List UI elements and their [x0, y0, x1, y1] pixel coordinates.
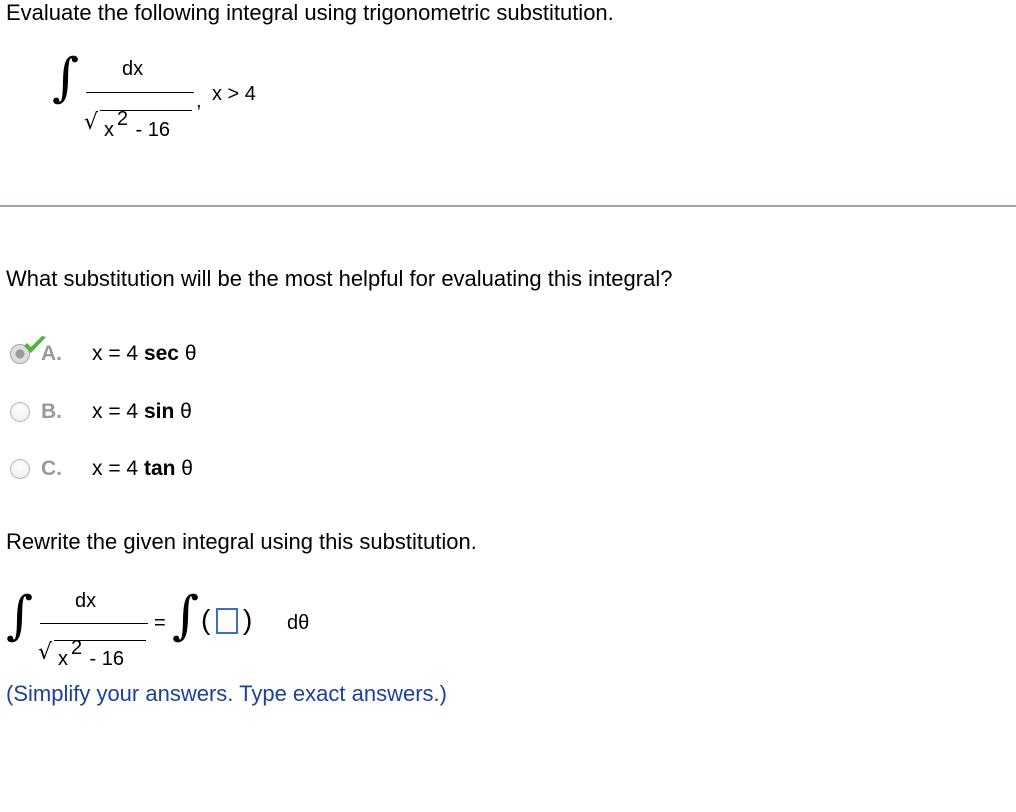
fraction-bar	[86, 92, 194, 93]
option-text: x = 4 tan θ	[92, 457, 193, 480]
option-a[interactable]	[10, 340, 270, 370]
integral-sign-rhs: ∫	[172, 586, 200, 646]
option-letter: A.	[41, 342, 62, 365]
denominator-var: x	[104, 119, 114, 141]
denominator-var: x	[58, 648, 68, 670]
integral-comma: ,	[196, 90, 202, 112]
integral-numerator: dx	[75, 590, 97, 612]
open-paren: (	[201, 604, 211, 635]
radical-sign: √	[38, 640, 53, 665]
hint-text: (Simplify your answers. Type exact answers.)	[6, 681, 447, 706]
integral-numerator: dx	[122, 58, 144, 80]
given-integral	[0, 40, 400, 150]
radical-sign: √	[84, 110, 99, 135]
option-b[interactable]	[10, 398, 270, 428]
option-text: x = 4 sin θ	[92, 400, 192, 423]
denominator-rest: - 16	[130, 119, 171, 141]
integral-sign: ∫	[6, 586, 34, 646]
equals-sign: =	[154, 612, 166, 634]
close-paren: )	[243, 604, 253, 635]
instruction-text: Evaluate the following integral using trigonometric substitution.	[6, 0, 614, 25]
rewrite-equation	[0, 578, 400, 678]
differential: dθ	[287, 612, 310, 634]
denominator-exponent: 2	[71, 637, 83, 659]
option-letter: B.	[41, 400, 62, 423]
radical-bar	[54, 640, 146, 641]
question-text: What substitution will be the most helpful for evaluating this integral?	[6, 266, 673, 291]
denominator-exponent: 2	[117, 108, 129, 130]
integral-sign: ∫	[52, 48, 80, 108]
option-text: x = 4 sec θ	[92, 342, 197, 365]
radio-button[interactable]	[10, 402, 30, 422]
radio-button[interactable]	[10, 459, 30, 479]
option-letter: C.	[41, 457, 62, 480]
rewrite-prompt: Rewrite the given integral using this substitution.	[6, 529, 477, 554]
answer-input[interactable]	[216, 608, 238, 634]
radical-bar	[100, 110, 192, 111]
option-c[interactable]	[10, 455, 270, 485]
fraction-bar	[40, 623, 148, 624]
integral-condition: x > 4	[212, 83, 256, 105]
section-divider	[0, 205, 1016, 207]
denominator-rest: - 16	[84, 648, 125, 670]
